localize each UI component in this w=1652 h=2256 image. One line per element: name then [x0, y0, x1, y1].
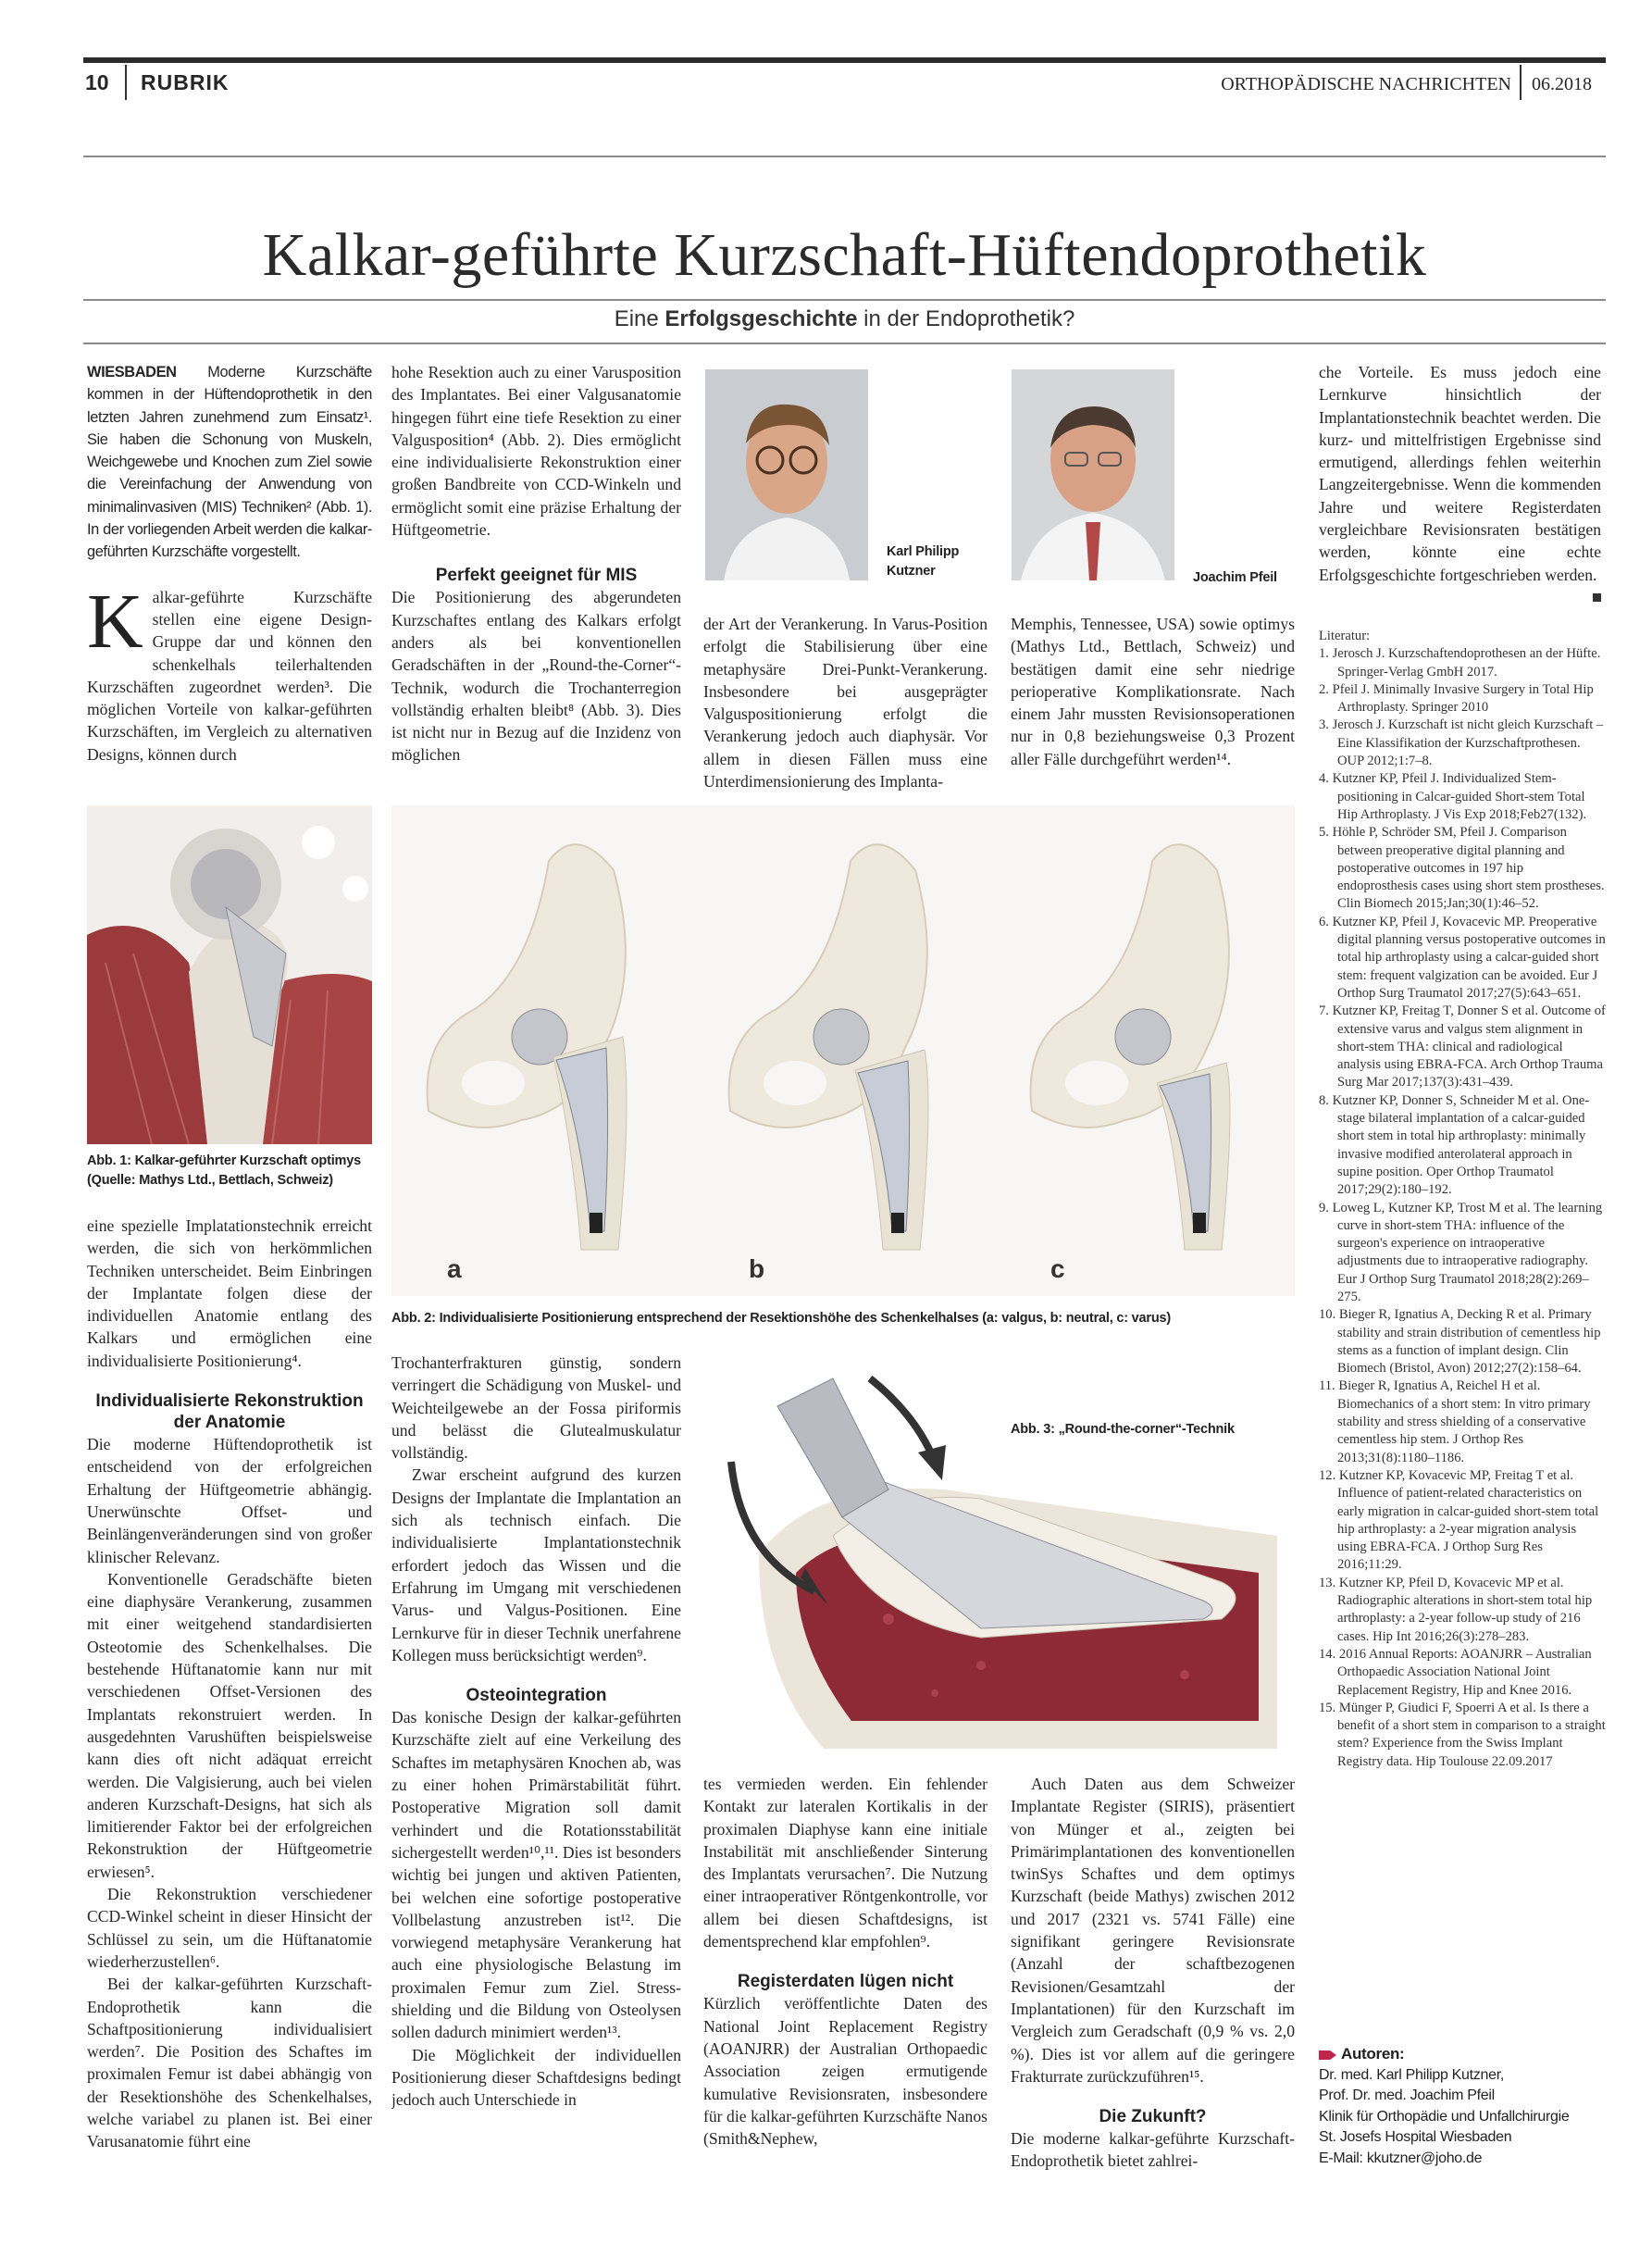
column-3-top	[703, 613, 987, 794]
paragraph-text: Die Rekonstruktion verschiedener CCD-Winkel scheint in dieser Hinsicht der Schlüssel zu sein, um die Hüftanatomie wiederherzustellen⁶.	[87, 1885, 372, 1971]
portrait-kutzner	[705, 369, 868, 580]
paragraph-text: Die Positionierung des abgerundeten Kurzschaftes entlang des Kalkars erfolgt anders als bei konventionellen Geradschäften in der „Round-the-Corner“-Technik, wodurch die Trochanterregion vollständig erhalten bleibt⁸ (Abb. 3). Dies ist nicht nur in Bezug auf die Inzidenz von möglichen	[391, 588, 681, 765]
author-line: St. Josefs Hospital Wiesbaden	[1319, 2129, 1512, 2145]
divider	[125, 65, 127, 100]
page-number: 10	[85, 70, 109, 94]
arrow-marker-icon	[1319, 2050, 1337, 2061]
paragraph-text: Bei der kalkar-geführten Kurzschaft-Endoprothetik kann die Schaftpositionierung individualisiert werden⁷. Die Position des Schaftes im proximalen Femur ist dabei abhängig von der Resektionshöhe des Schenkelhalses, welche variabel zu planen ist. Bei einer Varusanatomie führt eine	[87, 1975, 372, 2151]
paragraph-text: Trochanterfrakturen günstig, sondern verringert die Schädigung von Muskel- und Weichteilgewebe an der Fossa piriformis und belässt die Glutealmuskulatur vollständig.	[391, 1353, 681, 1463]
paragraph-text: Zwar erscheint aufgrund des kurzen Designs der Implantate die Implantation an sich als technisch einfach. Die individualisierte Implantationstechnik erfordert jedoch das Wissen und die Erfahrung im Umgang mit verschiedenen Varus- und Valgus-Positionen. Eine Lernkurve für in dieser Technik unerfahrene Kollegen muss berücksichtigt werden⁹.	[391, 1465, 681, 1664]
paragraph-text: Auch Daten aus dem Schweizer Implantate Register (SIRIS), präsentiert von Münger et al., zeigten bei Primärimplantationen des konventionellen twinSys Schaftes und dem optimys Kurzschaft (beide Mathys) zwischen 2012 und 2017 (2321 vs. 5741 Fälle) eine signifikant geringere Revisionsrate (Anzahl der schaftbezogenen Revisionen/Gesamtzahl der Implantationen) für den Kurzschaft im Vergleich zum Geradschaft (0,9 % vs. 2,0 %). Dies ist vor allem auf die geringere Frakturrate zurückzuführen¹⁵.	[1011, 1775, 1295, 2086]
paragraph-text: Memphis, Tennessee, USA) sowie optimys (Mathys Ltd., Bettlach, Schweiz) und bestätigen damit eine sehr niedrige perioperative Komplikationsrate. Nach einem Jahr mussten Revisionsoperationen nur in 0,8 beziehungsweise 0,3 Prozent aller Fälle durchgeführt werden¹⁴.	[1011, 615, 1295, 768]
figure-label: b	[749, 1254, 765, 1283]
lead-paragraph	[87, 361, 372, 564]
section-heading: Perfekt geeignet für MIS	[435, 566, 638, 586]
author-email[interactable]: E-Mail: kkutzner@joho.de	[1319, 2150, 1483, 2166]
paragraph-text: Die Möglichkeit der individuellen Positionierung dieser Schaftdesigns bedingt jedoch auch Unterschiede in	[391, 2045, 681, 2110]
section-heading: Individualisierte Rekonstruktion der Anatomie	[95, 1391, 364, 1433]
paragraph-text: tes vermieden werden. Ein fehlender Kontakt zur lateralen Kortikalis in der proximalen Diaphyse kann eine initiale Instabilität mit anschließender Sinterung des Implantats verursachen⁷. Die Nutzung einer intraoperativer Röntgenkontrolle, vor allem bei diesen Schaftdesigns, ist dementsprechend klar empfohlen⁹.	[703, 1775, 987, 1951]
reference-item: 13. Kutzner KP, Pfeil D, Kovacevic MP et al. Radiographic alterations in short-stem total hip arthroplasty: a 2-year follow-up study of 216 cases. Hip Int 2016;26(3):278–283.	[1319, 1575, 1593, 1644]
subtitle-text: in der Endoprothetik?	[857, 306, 1075, 331]
column-4-top	[1011, 613, 1295, 794]
title-rule	[83, 299, 1606, 301]
lead-text: Moderne Kurzschäfte kommen in der Hüftendoprothetik in den letzten Jahren zunehmend zum Einsatz¹. Sie haben die Schonung von Muskeln, Weichgewebe und Knochen zum Ziel sowie die Vereinfachung der Anwendung von minimalinvasiven (MIS) Techniken² (Abb. 1). In der vorliegenden Arbeit werden die kalkar-geführten Kurzschäfte vorgestellt.	[87, 364, 372, 561]
reference-item: 5. Höhle P, Schröder SM, Pfeil J. Comparison between preoperative digital planning and postoperative outcomes in 197 hip endoprosthesis cases using short stem prostheses. Clin Biomech 2015;Jan;30(1):46–52.	[1319, 825, 1605, 912]
references	[1319, 628, 1606, 1771]
paragraph-text: Konventionelle Geradschäfte bieten eine diaphysäre Verankerung, zusammen mit einer weitgehend standardisierten Osteotomie des Schenkelhalses. Die bestehende Hüftanatomie kann nur mit verschiedenen Offset-Versionen des Implantats rekonstruiert werden. In ausgedehnten Varushüften beispielsweise kann dies oft nicht adäquat erreicht werden. Die Valgisierung, auch bei vielen anderen Kurzschaft-Designs, hat sich als limitierender Faktor bei der erfolgreichen Rekonstruktion der Hüftgeometrie erwiesen⁵.	[87, 1569, 372, 1881]
author-line: Klinik für Orthopädie und Unfallchirurgie	[1319, 2108, 1570, 2125]
reference-item: 11. Bieger R, Ignatius A, Reichel H et al. Biomechanics of a short stem: In vitro primary stability and stress shielding of a conservative cementless hip stem. J Orthop Res 2013;31(8):1180–1186.	[1319, 1378, 1591, 1465]
portrait-caption-kutzner: Karl Philipp Kutzner	[887, 544, 960, 579]
author-line: Prof. Dr. med. Joachim Pfeil	[1319, 2088, 1495, 2103]
column-2-top	[391, 361, 681, 796]
author-line: Dr. med. Karl Philipp Kutzner,	[1319, 2066, 1504, 2083]
header-rule	[83, 57, 1606, 63]
paragraph-text: eine spezielle Implatationstechnik erreicht werden, die sich von herkömmlichen Techniken unterscheidet. Beim Einbringen der Implantate folgen diese der individuellen Anatomie entlang des Kalkars und ermöglichen eine individualisierte Positionierung⁴.	[87, 1216, 372, 1370]
reference-item: 7. Kutzner KP, Freitag T, Donner S et al. Outcome of extensive varus and valgus stem alignment in short-stem THA: clinical and radiological analysis using EBRA-FCA. Arch Orthop Trauma Surg Mar 2017;137(3):431–439.	[1319, 1003, 1606, 1091]
paragraph-text	[1319, 361, 1601, 586]
divider	[1520, 65, 1522, 100]
article-subtitle	[83, 306, 1606, 332]
drop-cap: K	[87, 578, 143, 665]
reference-item: 14. 2016 Annual Reports: AOANJRR – Australian Orthopaedic Association National Joint Replacement Registry, Hip and Knee 2016.	[1319, 1646, 1592, 1698]
reference-item: 6. Kutzner KP, Pfeil J, Kovacevic MP. Preoperative digital planning versus postoperative outcomes in total hip arthroplasty using a calcar-guided short stem: frequent valgization can be avoided. Eur J Orthop Surg Traumatol 2017;27(5):643–651.	[1319, 914, 1606, 1001]
paragraph-text: che Vorteile. Es muss jedoch eine Lernkurve hinsichtlich der Implantationstechnik beachtet werden. Die kurz- und mittelfristigen Ergebnisse sind ermutigend, allerdings fehlen weiterhin Langzeitergebnisse. Wenn die kommenden Jahre und weitere Registerdaten vergleichbare Revisionsraten bestätigen werden, könnte eine echte Erfolgsgeschichte fortgeschrieben werden.	[1319, 363, 1601, 584]
article-title: Kalkar-geführte Kurzschaft-Hüftendoprothetik	[262, 221, 1427, 289]
section-heading: Osteointegration	[466, 1686, 607, 1706]
column-3-bottom	[703, 1773, 987, 2189]
paragraph-text: Die moderne kalkar-geführte Kurzschaft-Endoprothetik bietet zahlrei-	[1011, 2129, 1295, 2171]
subtitle-rule	[83, 343, 1606, 344]
figure-2-hip-illustrations	[391, 805, 1295, 1296]
reference-item: 9. Loweg L, Kutzner KP, Trost M et al. The learning curve in short-stem THA: influence of the surgeon's experience on intraoperative adjustments due to intraoperative radiography. Eur J Orthop Surg Traumatol 2018;28(2):269–275.	[1319, 1200, 1603, 1304]
reference-item: 10. Bieger R, Ignatius A, Decking R et al. Primary stability and strain distribution of cementless hip stems as a function of implant design. Clin Biomech (Bristol, Avon) 2012;27(2):158–64.	[1319, 1307, 1601, 1377]
reference-item: 15. Münger P, Giudici F, Spoerri A et al. Is there a benefit of a short stem in comparison to a straight stem? Experience from the Swiss Implant Registry data. Hip Toulouse 22.09.2017	[1319, 1700, 1606, 1769]
reference-item: 1. Jerosch J. Kurzschaftendoprothesen an der Hüfte. Springer-Verlag GmbH 2017.	[1319, 646, 1601, 679]
authors-heading: Autoren:	[1341, 2045, 1405, 2063]
reference-item: 8. Kutzner KP, Donner S, Schneider M et al. One-stage bilateral implantation of a calcar-guided short stem in total hip arthroplasty: minimally invasive modified anterolateral approach in supine position. Oper Orthop Traumatol 2017;29(2):180–192.	[1319, 1092, 1590, 1198]
figure-1-caption: Abb. 1: Kalkar-geführter Kurzschaft optimys (Quelle: Mathys Ltd., Bettlach, Schweiz)	[87, 1153, 361, 1188]
paragraph-text: der Art der Verankerung. In Varus-Position erfolgt die Stabilisierung über eine metaphysäre Drei-Punkt-Verankerung. Insbesondere bei ausgeprägter Valguspositionierung erfolgt die Verankerung jedoch auch diaphysär. Vor allem in diesen Fällen muss eine Unterdimensionierung des Implanta-	[703, 615, 987, 791]
figure-3-caption: Abb. 3: „Round-the-corner“-Technik	[1011, 1422, 1235, 1437]
subtitle-text: Eine	[614, 306, 665, 331]
column-2-bottom	[391, 1352, 681, 2189]
column-5-top	[1319, 361, 1601, 620]
paragraph-text: Die moderne Hüftendoprothetik ist entscheidend von der erfolgreichen Erhaltung der Hüftgeometrie abhängig. Unerwünschte Offset- und Beinlängenveränderungen sind von großer klinischer Relevanz.	[87, 1435, 372, 1566]
dateline: WIESBADEN	[87, 364, 177, 380]
portrait-pfeil	[1012, 369, 1174, 580]
reference-item: 4. Kutzner KP, Pfeil J. Individualized Stem-positioning in Calcar-guided Short-stem Total Hip Arthroplasty. J Vis Exp 2018;Feb27(132).	[1319, 771, 1587, 822]
end-mark	[1593, 593, 1601, 602]
header-bottom-rule	[83, 156, 1606, 157]
figure-label: a	[447, 1254, 462, 1283]
paragraph-text: alkar-geführte Kurzschäfte stellen eine eigene Design-Gruppe dar und können den schenkelhals teilerhaltenden Kurzschäften zugeordnet werden³. Die möglichen Vorteile von kalkar-geführten Kurzschäften, im Vergleich zu alternativen Designs, können durch	[87, 587, 372, 764]
subtitle-emphasis: Erfolgsgeschichte	[665, 306, 858, 331]
authors-box	[1319, 2044, 1606, 2169]
reference-item: 3. Jerosch J. Kurzschaft ist nicht gleich Kurzschaft – Eine Klassifikation der Kurzschaftprothesen. OUP 2012;1:7–8.	[1319, 717, 1604, 769]
publication-name: ORTHOPÄDISCHE NACHRICHTEN	[1221, 74, 1511, 94]
paragraph-text: hohe Resektion auch zu einer Varusposition des Implantates. Bei einer Valgusanatomie hingegen führt eine tiefe Resektion zu einer Valgusposition⁴ (Abb. 2). Dies ermöglicht eine individualisierte Rekonstruktion einer großen Bandbreite von CCD-Winkeln und ermöglicht somit eine präzise Erhaltung der Hüftgeometrie.	[391, 363, 681, 540]
section-label: RUBRIK	[141, 70, 230, 94]
section-heading: Die Zukunft?	[1099, 2107, 1207, 2127]
column-1-bottom	[87, 1215, 372, 2187]
figure-label: c	[1050, 1254, 1065, 1283]
body-paragraph	[87, 578, 372, 766]
issue-date: 06.2018	[1532, 74, 1592, 94]
figure-3-round-the-corner	[703, 1341, 1295, 1767]
figure-2-caption: Abb. 2: Individualisierte Positionierung entsprechend der Resektionshöhe des Schenkelhalses (a: valgus, b: neutral, c: varus)	[391, 1311, 1171, 1326]
reference-item: 12. Kutzner KP, Kovacevic MP, Freitag T et al. Influence of patient-related characteristics on early migration in calcar-guided short-stem total hip arthroplasty: a 2-year migration analysis using EBRA-FCA. J Orthop Surg Res 2016;11:29.	[1319, 1467, 1599, 1573]
references-heading: Literatur:	[1319, 629, 1371, 643]
reference-item: 2. Pfeil J. Minimally Invasive Surgery in Total Hip Arthroplasty. Springer 2010	[1319, 681, 1594, 716]
authors-heading-row	[1319, 2044, 1606, 2065]
column-1-top	[87, 361, 372, 796]
portrait-caption-pfeil: Joachim Pfeil	[1193, 570, 1277, 585]
column-4-bottom	[1011, 1773, 1295, 2189]
paragraph-text: Das konische Design der kalkar-geführten Kurzschäfte zielt auf eine Verkeilung des Schaftes im metaphysären Knochen ab, was zu einer hohen Primärstabilität führt. Postoperative Migration soll damit verhindert und die Rotationsstabilität sichergestellt werden¹⁰,¹¹. Dies ist besonders wichtig bei jungen und aktiven Patienten, bei welchen eine sofortige postoperative Vollbelastung anzustreben ist¹². Die vorwiegend metaphysäre Verankerung hat auch eine physiologische Belastung im proximalen Femur zum Ziel. Stress-shielding und die Bildung von Osteolysen sollen dadurch minimiert werden¹³.	[391, 1708, 681, 2042]
paragraph-text: Kürzlich veröffentlichte Daten des National Joint Replacement Registry (AOANJRR) der Australian Orthopaedic Association zeigen ermutigende kumulative Revisionsraten, insbesondere für die kalkar-geführten Kurzschäfte Nanos (Smith&Nephew,	[703, 1994, 987, 2149]
section-heading: Registerdaten lügen nicht	[737, 1972, 954, 1992]
figure-1-implant-image	[87, 805, 372, 1144]
